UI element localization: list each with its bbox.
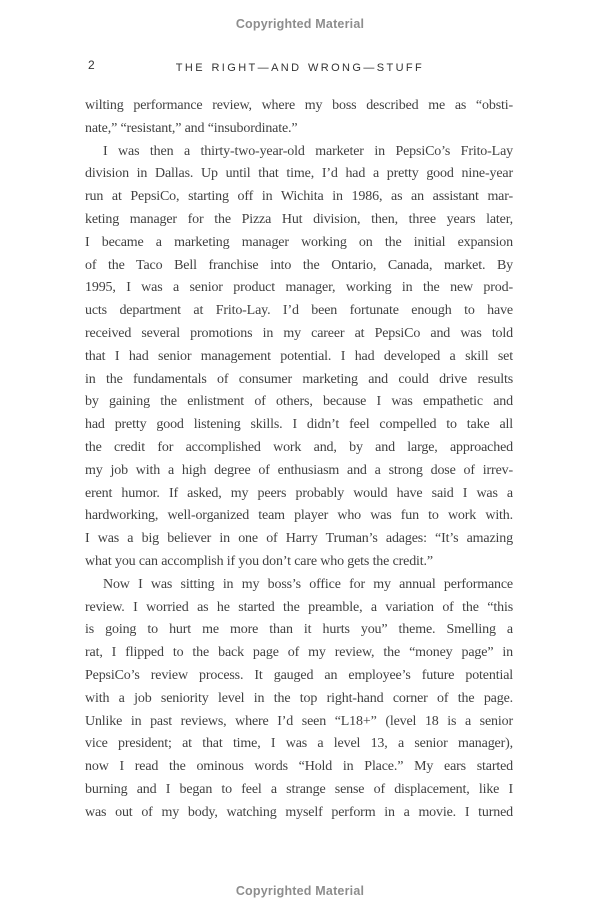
text-line: review. I worried as he started the preamble, a variation of the “this xyxy=(85,599,513,615)
text-line: I became a marketing manager working on the initial expansion xyxy=(85,234,513,250)
body-text xyxy=(85,95,513,825)
text-line: run at PepsiCo, starting off in Wichita in 1986, as an assistant mar- xyxy=(85,189,513,205)
page-number: 2 xyxy=(88,58,96,72)
text-line: 1995, I was a senior product manager, working in the new prod- xyxy=(85,280,513,296)
text-line: vice president; at that time, I was a level 13, a senior manager), xyxy=(85,736,513,752)
text-line: ucts department at Frito-Lay. I’d been fortunate enough to have xyxy=(85,303,513,319)
text-line: by gaining the enlistment of others, because I was empathetic and xyxy=(85,394,513,410)
text-line: I was a big believer in one of Harry Truman’s adages: “It’s amazing xyxy=(85,531,513,547)
text-line: erent humor. If asked, my peers probably would have said I was a xyxy=(85,485,513,501)
paragraph xyxy=(85,141,513,574)
text-line: was out of my body, watching myself perform in a movie. I turned xyxy=(85,804,513,820)
page-header xyxy=(0,58,600,76)
text-line: my job with a high degree of enthusiasm and a strong dose of irrev- xyxy=(85,462,513,478)
text-line: Now I was sitting in my boss’s office for my annual performance xyxy=(103,576,513,592)
text-line: had pretty good listening skills. I didn’t feel compelled to take all xyxy=(85,417,513,433)
text-line: hardworking, well-organized team player who was fun to work with. xyxy=(85,508,513,524)
text-line: nate,” “resistant,” and “insubordinate.” xyxy=(85,120,298,136)
copyright-watermark-top: Copyrighted Material xyxy=(235,17,365,31)
text-line: is going to hurt me more than it hurts you” theme. Smelling a xyxy=(85,622,513,638)
text-line: what you can accomplish if you don’t care who gets the credit.” xyxy=(85,553,433,569)
paragraph xyxy=(85,95,513,141)
paragraph xyxy=(85,574,513,825)
text-line: rat, I flipped to the back page of my review, the “money page” in xyxy=(85,645,513,661)
text-line: Unlike in past reviews, where I’d seen “L18+” (level 18 is a senior xyxy=(85,713,513,729)
text-line: burning and I began to feel a strange sense of displacement, like I xyxy=(85,781,513,797)
text-line: I was then a thirty-two-year-old marketer in PepsiCo’s Frito-Lay xyxy=(103,143,513,159)
text-line: with a job seniority level in the top right-hand corner of the page. xyxy=(85,690,513,706)
text-line: received several promotions in my career at PepsiCo and was told xyxy=(85,325,513,341)
text-line: division in Dallas. Up until that time, I’d had a pretty good nine-year xyxy=(85,166,513,182)
text-line: the credit for accomplished work and, by and large, approached xyxy=(85,439,513,455)
running-head: THE RIGHT—AND WRONG—STUFF xyxy=(175,62,425,74)
text-line: keting manager for the Pizza Hut division, then, three years later, xyxy=(85,211,513,227)
copyright-watermark-bottom: Copyrighted Material xyxy=(235,884,365,898)
text-line: PepsiCo’s review process. It gauged an employee’s future potential xyxy=(85,667,513,683)
text-line: wilting performance review, where my boss described me as “obsti- xyxy=(85,98,513,113)
text-line: that I had senior management potential. I had developed a skill set xyxy=(85,348,513,364)
text-line: of the Taco Bell franchise into the Ontario, Canada, market. By xyxy=(85,257,513,273)
text-line: in the fundamentals of consumer marketing and could drive results xyxy=(85,371,513,387)
text-line: now I read the ominous words “Hold in Place.” My ears started xyxy=(85,759,513,775)
